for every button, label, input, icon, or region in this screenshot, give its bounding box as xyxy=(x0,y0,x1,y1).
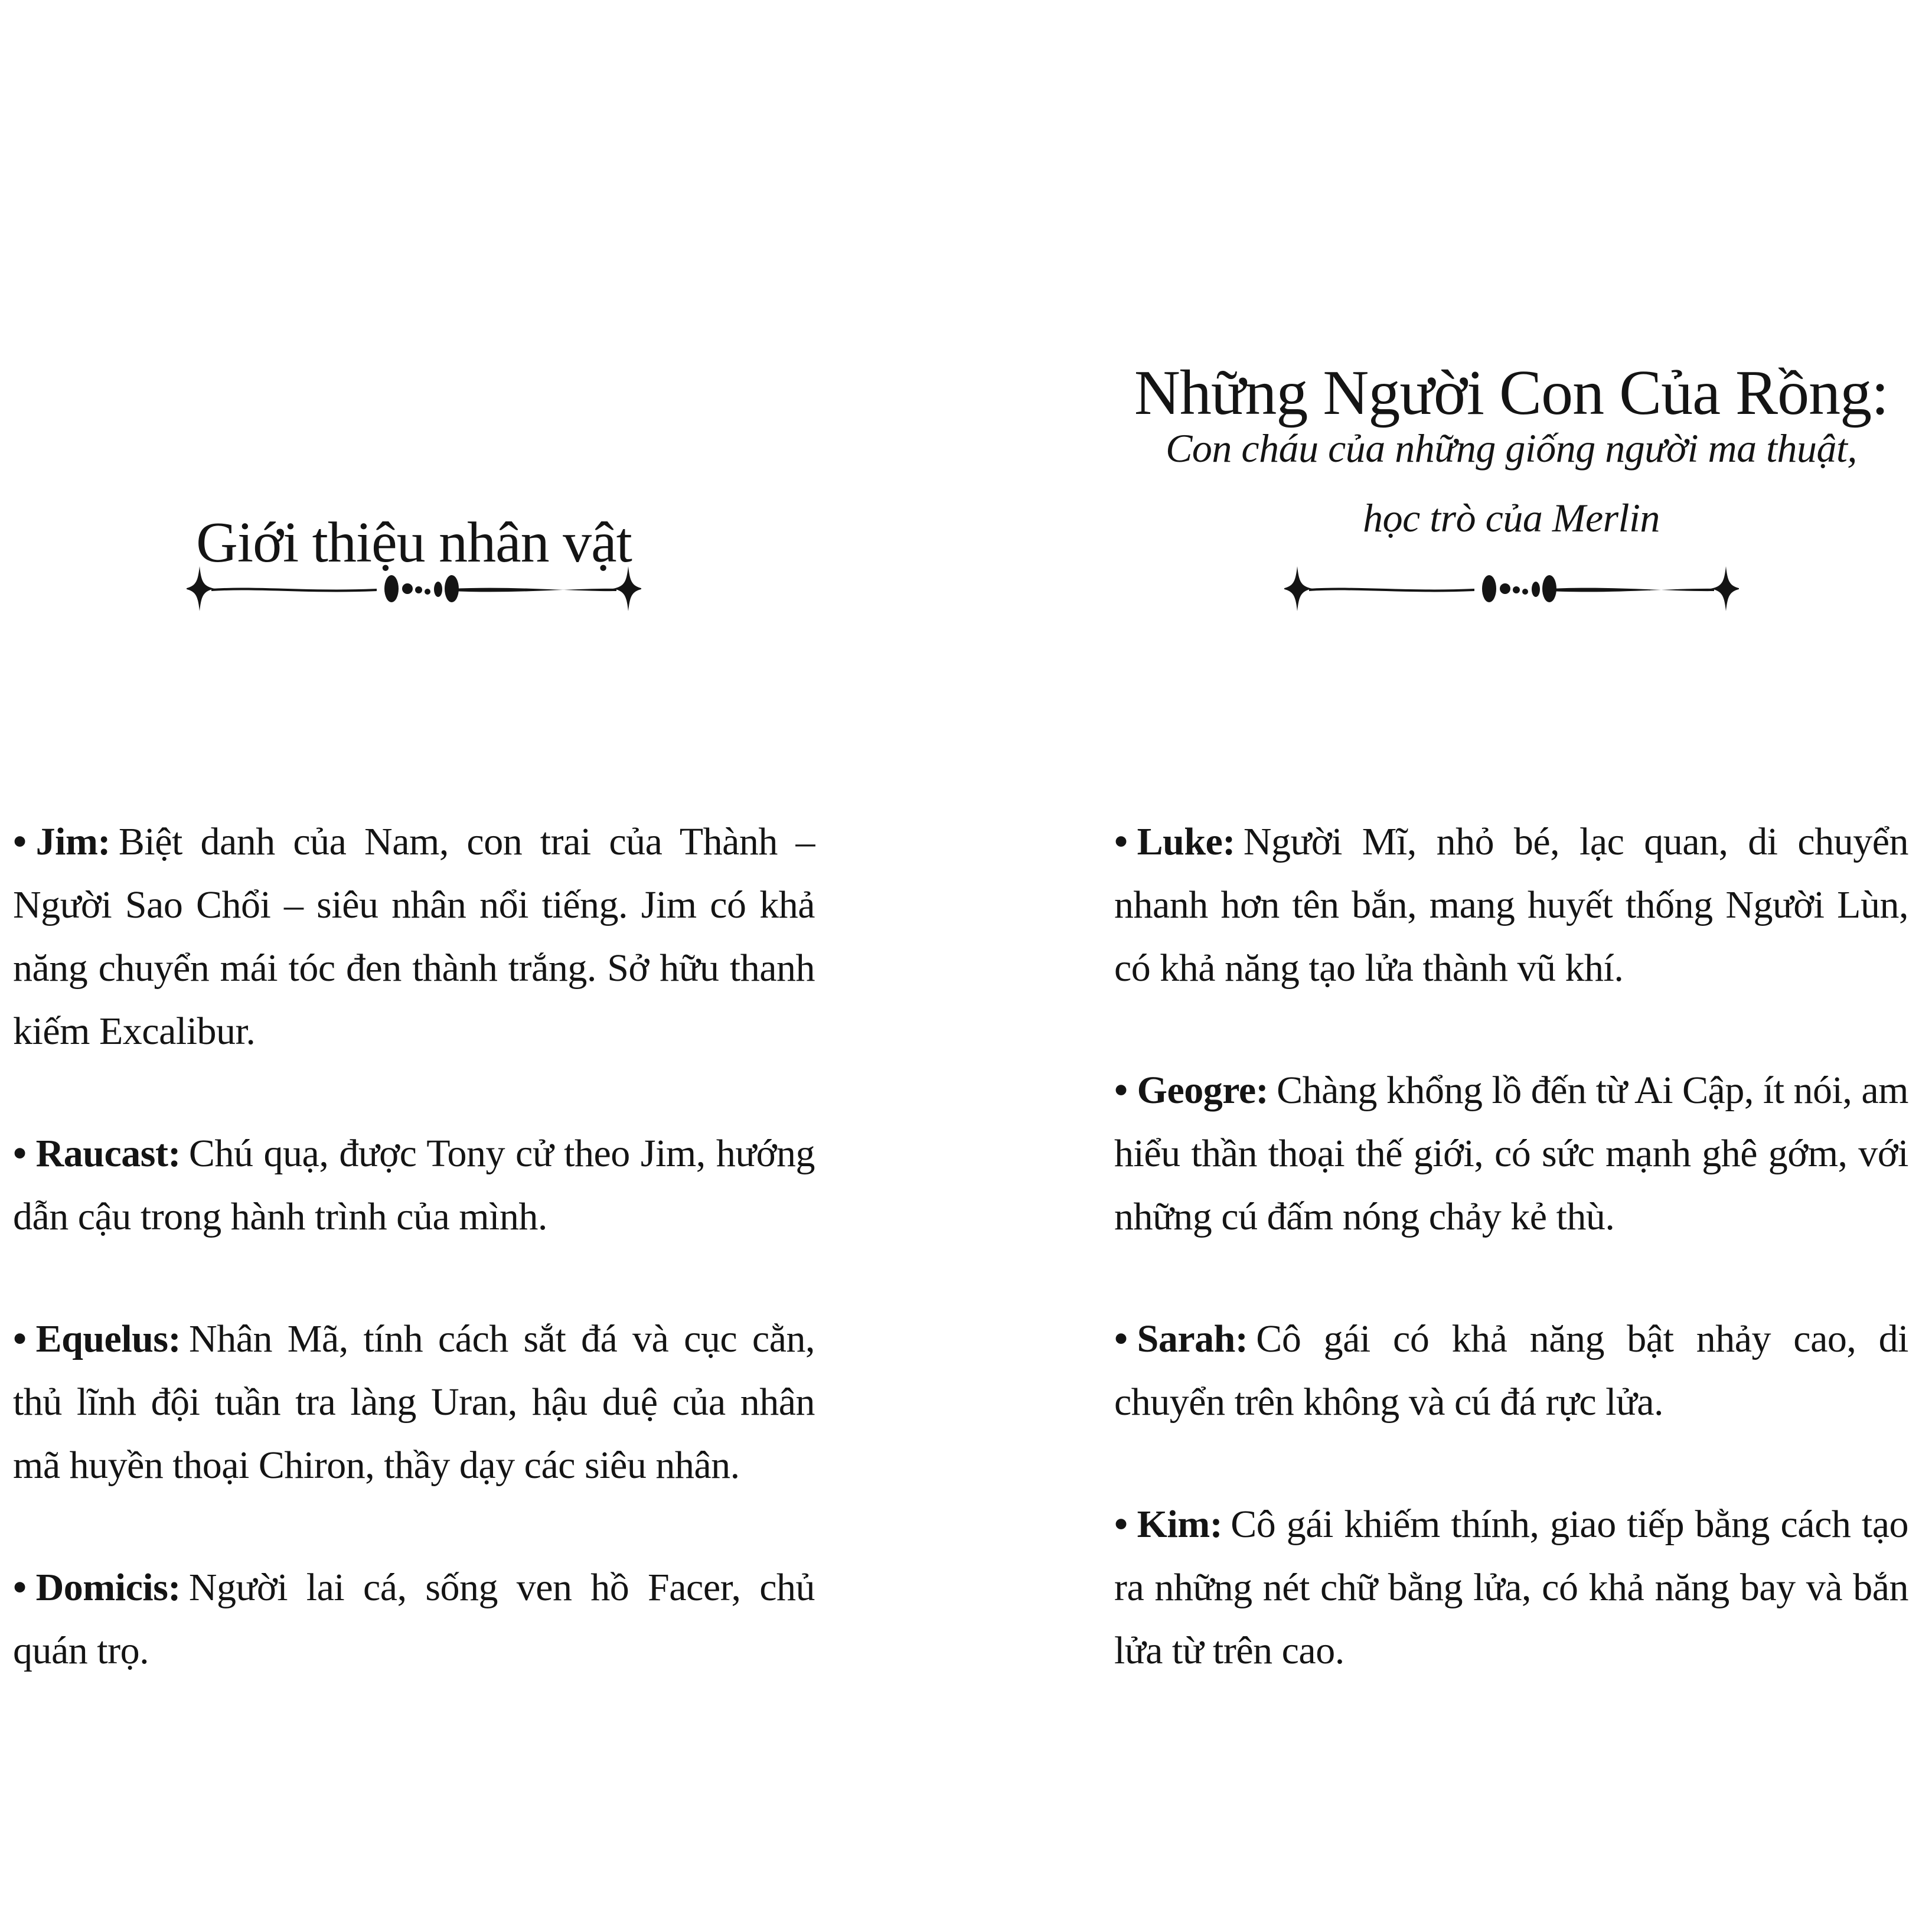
character-name: Equelus: xyxy=(35,1317,181,1360)
bullet-dot: • xyxy=(1114,1069,1128,1112)
character-desc: Biệt danh của Nam, con trai của Thành – Người Sao Chổi – siêu nhân nổi tiếng. Jim có khả năng chuyển mái tóc đen thành trắng. Sở hữu thanh kiếm Excalibur. xyxy=(13,820,815,1053)
bullet-dot: • xyxy=(1114,1503,1128,1546)
bullet-dot: • xyxy=(13,1566,27,1609)
bullet-dot: • xyxy=(1114,1317,1128,1360)
character-entry xyxy=(13,1556,815,1682)
character-name: Jim: xyxy=(35,820,110,863)
character-name: Raucast: xyxy=(35,1132,181,1175)
character-name: Luke: xyxy=(1137,820,1235,863)
subtitle-line-1: Con cháu của những giống người ma thuật, xyxy=(1166,426,1857,471)
character-name: Kim: xyxy=(1137,1503,1223,1546)
character-entry xyxy=(1114,810,1908,1000)
bullet-dot: • xyxy=(13,820,27,863)
right-character-list xyxy=(1114,810,1908,1741)
divider-flourish-icon xyxy=(187,562,641,615)
bullet-dot: • xyxy=(13,1317,27,1360)
character-name: Domicis: xyxy=(35,1566,181,1609)
character-entry xyxy=(1114,1493,1908,1682)
character-entry xyxy=(13,1122,815,1248)
character-desc: Cô gái có khả năng bật nhảy cao, di chuyển trên không và cú đá rực lửa. xyxy=(1114,1317,1908,1424)
left-page-title: Giới thiệu nhân vật xyxy=(196,510,632,575)
character-entry xyxy=(13,1307,815,1497)
character-entry xyxy=(13,810,815,1063)
right-page-subtitle xyxy=(1114,413,1908,553)
character-name: Geogre: xyxy=(1137,1069,1269,1112)
right-divider-ornament xyxy=(1284,562,1739,615)
bullet-dot: • xyxy=(13,1132,27,1175)
character-desc: Cô gái khiếm thính, giao tiếp bằng cách tạo ra những nét chữ bằng lửa, có khả năng bay và bắn lửa từ trên cao. xyxy=(1114,1503,1908,1672)
character-desc: Người Mĩ, nhỏ bé, lạc quan, di chuyển nhanh hơn tên bắn, mang huyết thống Người Lùn, có khả năng tạo lửa thành vũ khí. xyxy=(1114,820,1908,990)
character-entry xyxy=(1114,1307,1908,1434)
character-desc: Chàng khổng lồ đến từ Ai Cập, ít nói, am hiểu thần thoại thế giới, có sức mạnh ghê gớm, với những cú đấm nóng chảy kẻ thù. xyxy=(1114,1069,1908,1238)
left-character-list xyxy=(13,810,815,1741)
left-divider-ornament xyxy=(187,562,641,615)
character-entry xyxy=(1114,1059,1908,1248)
divider-flourish-icon xyxy=(1284,562,1739,615)
character-name: Sarah: xyxy=(1137,1317,1248,1360)
character-desc: Chú quạ, được Tony cử theo Jim, hướng dẫn cậu trong hành trình của mình. xyxy=(13,1132,815,1238)
character-desc: Nhân Mã, tính cách sắt đá và cục cằn, thủ lĩnh đội tuần tra làng Uran, hậu duệ của nhân mã huyền thoại Chiron, thầy dạy các siêu nhân. xyxy=(13,1317,815,1487)
character-desc: Người lai cá, sống ven hồ Facer, chủ quán trọ. xyxy=(13,1566,815,1672)
bullet-dot: • xyxy=(1114,820,1128,863)
right-page-title: Những Người Con Của Rồng: xyxy=(1134,358,1889,429)
subtitle-line-2: học trò của Merlin xyxy=(1363,495,1660,540)
